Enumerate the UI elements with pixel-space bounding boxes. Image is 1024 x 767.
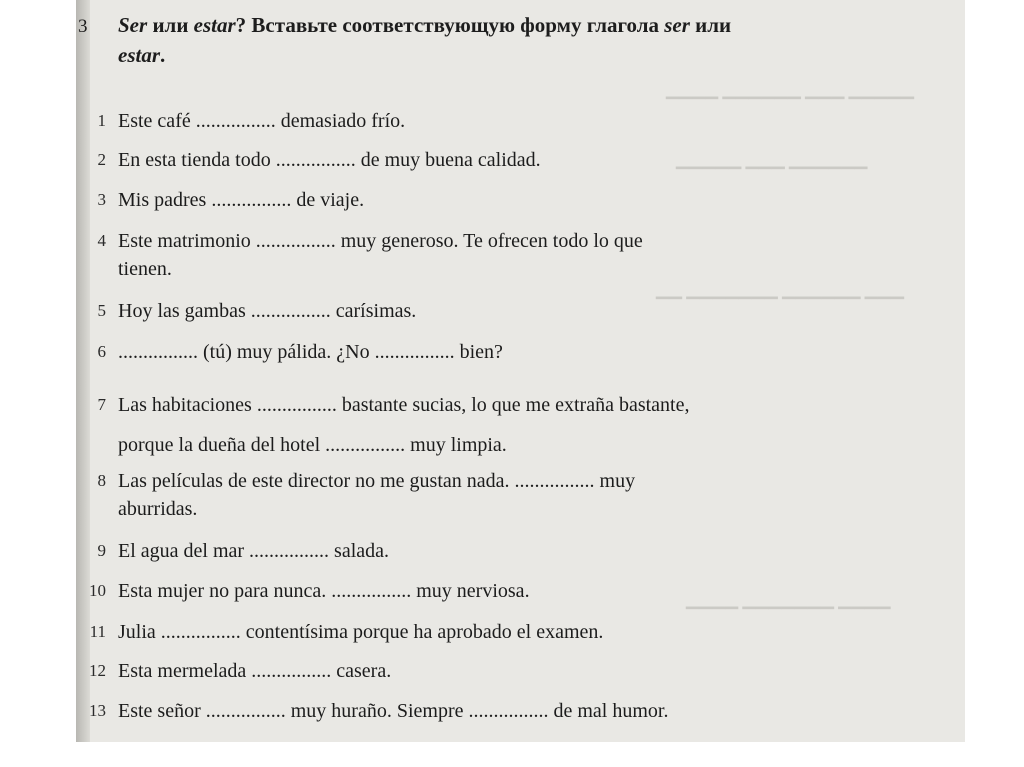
item-line: Este matrimonio ................ muy generoso. Te ofrecen todo lo que [118,230,643,252]
title-ser: Ser [118,13,148,37]
item-text [118,107,873,135]
item-line: Esta mermelada ................ casera. [118,660,392,682]
item-text [118,146,873,174]
item-number: 8 [97,471,106,490]
item-number: 11 [89,622,106,641]
item-line: Esta mujer no para nunca. ................ muy nerviosa. [118,580,530,602]
item-line: porque la dueña del hotel ................ muy limpia. [118,434,507,456]
item-number: 13 [89,701,106,720]
item-line: tienen. [118,258,172,280]
title-or-2: или [689,13,732,37]
title-ser-2: ser [664,13,690,37]
item-text [118,227,873,283]
exercise-number: 3 [78,16,88,37]
item-line: Las películas de este director no me gustan nada. ................ muy [118,470,636,492]
item-number: 3 [97,190,106,209]
item-text [118,338,873,366]
item-text [118,297,873,325]
item-line: aburridas. [118,498,198,520]
bleed-through-text: ▁▁▁▁ ▁▁▁▁▁▁▁ ▁▁▁▁ [686,590,891,609]
item-line: Este café ................ demasiado frío. [118,110,406,132]
item-number: 2 [97,150,106,169]
exercise-title [118,10,878,70]
bleed-through-text: ▁▁▁▁▁▁ ▁▁▁ ▁▁▁▁▁ [676,150,868,169]
item-number: 1 [97,111,106,130]
item-number: 6 [97,342,106,361]
item-line: Hoy las gambas ................ carísimas. [118,300,417,322]
item-line: ................ (tú) muy pálida. ¿No ................ bien? [118,341,503,363]
title-estar-2: estar [118,43,160,67]
item-text [118,657,873,685]
item-text [118,467,873,523]
item-number: 7 [97,395,106,414]
bleed-through-text: ▁▁▁▁▁ ▁▁▁ ▁▁▁▁▁▁ ▁▁▁▁ [666,80,915,99]
item-number: 5 [97,301,106,320]
title-estar: estar [193,13,236,37]
item-text [118,697,873,725]
bleed-through-text: ▁▁▁ ▁▁▁▁▁▁ ▁▁▁▁▁▁▁ ▁▁ [656,280,905,299]
item-text [118,186,873,214]
item-line: En esta tienda todo ................ de muy buena calidad. [118,149,541,171]
item-text [118,618,873,646]
title-period: . [160,43,166,67]
title-or: или [147,13,194,37]
scanned-page [76,0,965,742]
item-number: 12 [89,661,106,680]
item-number: 9 [97,541,106,560]
item-text [118,577,873,605]
item-line: El agua del mar ................ salada. [118,540,390,562]
item-line: Julia ................ contentísima porque ha aprobado el examen. [118,621,604,643]
item-number: 4 [97,231,106,250]
item-line: Este señor ................ muy huraño. Siempre ................ de mal humor. [118,700,669,722]
item-text [118,537,873,565]
item-line: Las habitaciones ................ bastante sucias, lo que me extraña bastante, [118,394,690,416]
title-instruction: ? Вставьте соответствующую форму глагола [235,13,665,37]
item-text [118,385,873,465]
item-number: 10 [89,581,106,600]
item-line: Mis padres ................ de viaje. [118,189,365,211]
